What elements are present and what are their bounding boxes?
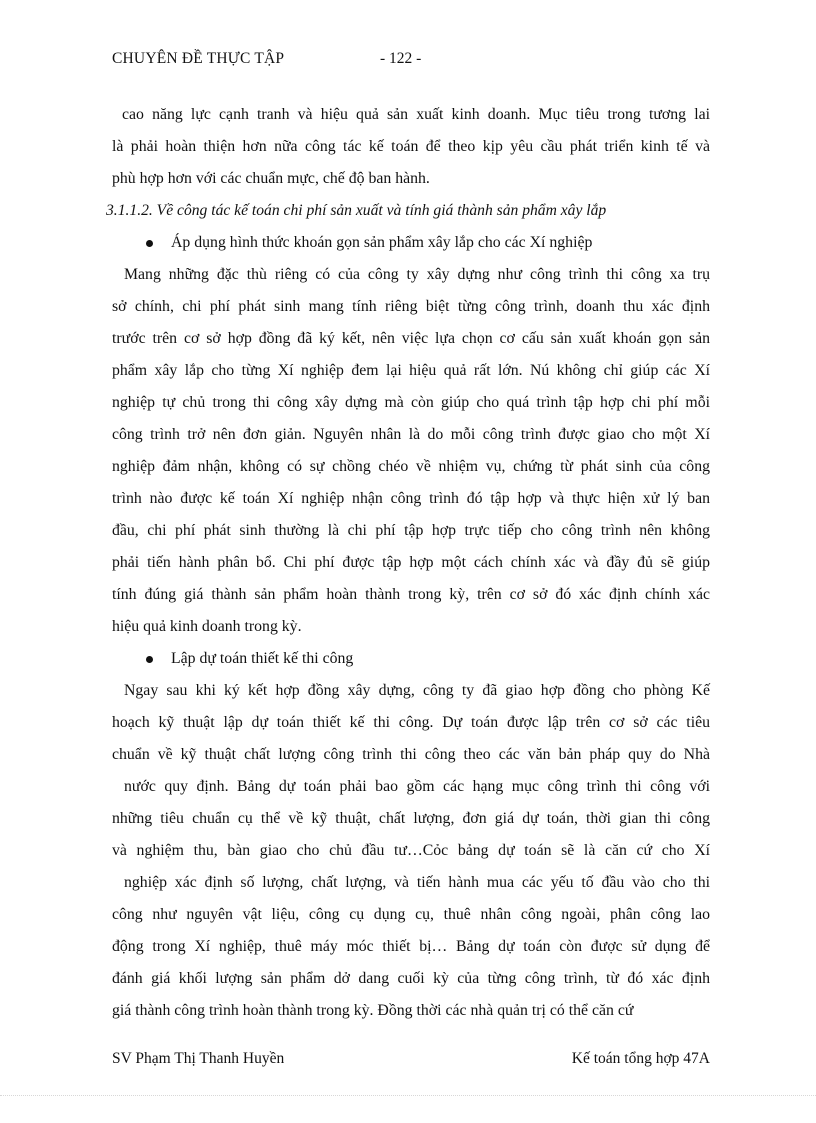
text-line: đầu, chi phí phát sinh thường là chi phí tập hợp trực tiếp cho công trình nên không <box>112 522 710 539</box>
text-line: phẩm xây lắp cho từng Xí nghiệp đem lại hiệu quả rất lớn. Nú không chỉ giúp các Xí <box>112 362 710 379</box>
document-body <box>106 99 710 1027</box>
text-line: sở chính, chi phí phát sinh mang tính riêng biệt từng công trình, doanh thu xác định <box>112 298 710 315</box>
text-line: chuẩn về kỹ thuật chất lượng công trình thi công theo các văn bản pháp quy do Nhà <box>112 746 710 763</box>
text-line: đánh giá khối lượng sản phẩm dở dang cuối kỳ của từng công trình, từ đó xác định <box>112 970 710 987</box>
bullet-text: Lập dự toán thiết kế thi công <box>171 650 354 667</box>
bullet-text: Áp dụng hình thức khoán gọn sản phẩm xây lắp cho các Xí nghiệp <box>171 234 593 251</box>
bullet-item-contract <box>112 227 710 259</box>
text-line: nghiệp xác định số lượng, chất lượng, và tiến hành mua các yếu tố đầu vào cho thi <box>124 874 710 891</box>
text-line: trình nào được kế toán Xí nghiệp nhận công trình đó tập hợp và thực hiện xử lý ban <box>112 490 710 507</box>
text-line: động trong Xí nghiệp, thuê máy móc thiết bị… Bảng dự toán còn được sử dụng để <box>112 938 710 955</box>
text-line: nghiệp đảm nhận, không có sự chồng chéo về nhiệm vụ, chứng từ phát sinh của công <box>112 458 710 475</box>
text-line: Mang những đặc thù riêng có của công ty xây dựng như công trình thi công xa trụ <box>124 266 710 283</box>
page-footer <box>112 1050 710 1074</box>
bullet-icon <box>146 656 153 663</box>
text-line: phù hợp hơn với các chuẩn mực, chế độ ban hành. <box>112 170 430 187</box>
text-line: trước trên cơ sở hợp đồng đã ký kết, nên việc lựa chọn cơ cấu sản xuất khoán gọn sản <box>112 330 710 347</box>
text-line: công trình trở nên đơn giản. Nguyên nhân là do mỗi công trình được giao cho một Xí <box>112 426 710 443</box>
text-line: những tiêu chuẩn cụ thể về kỹ thuật, chất lượng, đơn giá dự toán, thời gian thi công <box>112 810 710 827</box>
text-line: phải tiến hành phân bổ. Chi phí được tập hợp một cách chính xác và đầy đủ sẽ giúp <box>112 554 710 571</box>
text-line: nước quy định. Bảng dự toán phải bao gồm các hạng mục công trình thi công với <box>124 778 710 795</box>
page-number: - 122 - <box>380 50 422 67</box>
text-line: là phải hoàn thiện hơn nữa công tác kế toán để theo kịp yêu cầu phát triển kinh tế và <box>112 138 710 155</box>
paragraph-contract <box>112 259 710 643</box>
section-heading: 3.1.1.2. Về công tác kế toán chi phí sản xuất và tính giá thành sản phẩm xây lắp <box>106 202 607 219</box>
text-line: và nghiệm thu, bàn giao cho chủ đầu tư…Cỏc bảng dự toán sẽ là căn cứ cho Xí <box>112 842 710 859</box>
text-line: nghiệp tự chủ trong thi công xây dựng mà còn giúp cho quá trình tập hợp chi phí mỗi <box>112 394 710 411</box>
student-name: SV Phạm Thị Thanh Huyền <box>112 1050 285 1067</box>
text-line: giá thành công trình hoàn thành trong kỳ. Đồng thời các nhà quản trị có thể căn cứ <box>112 1002 634 1019</box>
text-line: hiệu quả kinh doanh trong kỳ. <box>112 618 302 635</box>
page-edge-divider <box>0 1095 816 1096</box>
document-title: CHUYÊN ĐỀ THỰC TẬP <box>112 50 285 67</box>
page-header <box>112 50 712 74</box>
paragraph-estimate <box>112 675 710 1027</box>
text-line: Ngay sau khi ký kết hợp đồng xây dựng, công ty đã giao hợp đồng cho phòng Kế <box>124 682 710 699</box>
text-line: hoạch kỹ thuật lập dự toán thiết kế thi công. Dự toán được lập trên cơ sở các tiêu <box>112 714 710 731</box>
paragraph-intro <box>112 99 710 195</box>
text-line: công như nguyên vật liệu, công cụ dụng cụ, thuê nhân công ngoài, phân công lao <box>112 906 710 923</box>
class-name: Kế toán tổng hợp 47A <box>571 1050 710 1067</box>
text-line: cao năng lực cạnh tranh và hiệu quả sản xuất kinh doanh. Mục tiêu trong tương lai <box>122 106 710 123</box>
bullet-icon <box>146 240 153 247</box>
bullet-item-estimate <box>112 643 710 675</box>
text-line: tính đúng giá thành sản phẩm hoàn thành trong kỳ, trên cơ sở đó xác định chính xác <box>112 586 710 603</box>
